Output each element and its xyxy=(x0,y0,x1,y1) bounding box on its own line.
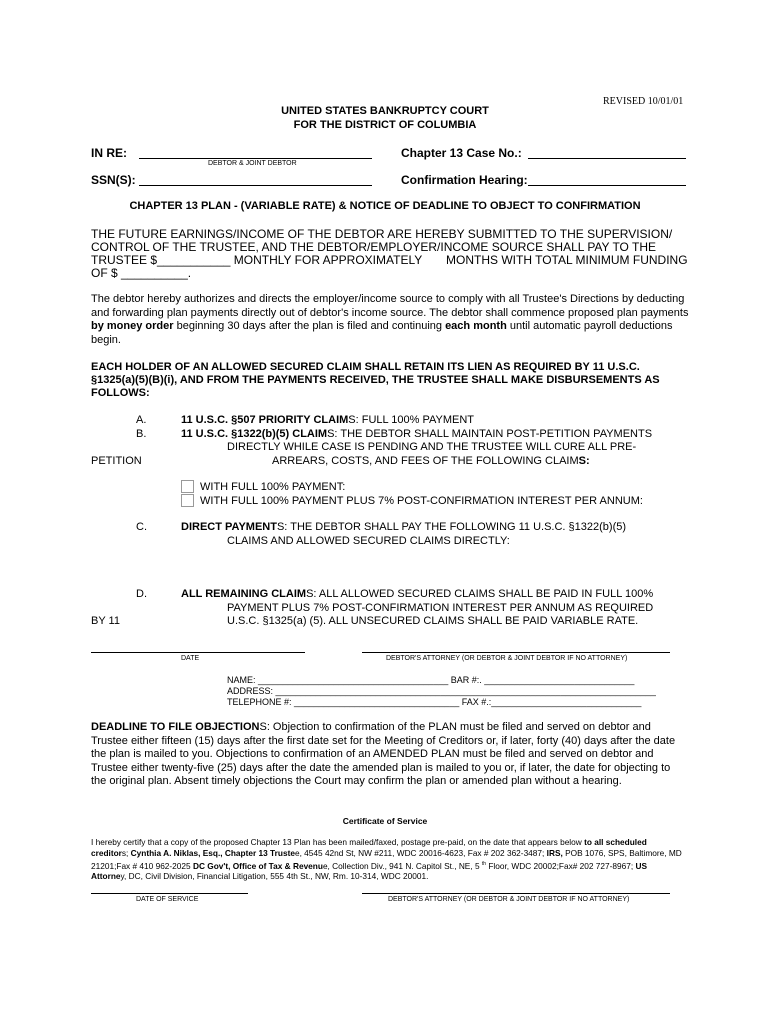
certificate-paragraph: I hereby certify that a copy of the proposed Chapter 13 Plan has been mailed/faxed, postage pre-paid, on the date that appears below to all scheduled creditors; Cynthia A. Niklas, Esq., Chapter 13 Trustee, 4545 42nd St, NW #211, WDC 20016-4623, Fax # 202 362-3487; IRS, POB 1076, SPS, Baltimore, MD 21201;Fax # 410 962-2025 DC Gov't, Office of Tax & Revenue, Collection Div., 941 N. Capitol St., NE, 5 $^{th}$ Floor, WDC 20002;Fax# 202 727-8967; US Attorney, DC, Civil Division, Financial Litigation, 555 4th St., NW, Rm. 10-314, WDC 20001. xyxy=(91,837,682,882)
telephone-fax-line[interactable]: TELEPHONE #: _________________________________ FAX #.:______________________________ xyxy=(227,697,642,707)
name-bar-line[interactable]: NAME: ______________________________________ BAR #:. ______________________________ xyxy=(227,675,635,685)
service-attorney-caption: DEBTOR'S ATTORNEY (OR DEBTOR & JOINT DEBTOR IF NO ATTORNEY) xyxy=(388,896,630,903)
debtor-caption: DEBTOR & JOINT DEBTOR xyxy=(208,160,297,167)
item-a-letter: A. xyxy=(136,414,147,426)
authorization-paragraph: The debtor hereby authorizes and directs the employer/income source to comply with all Trustee's Directions by deducting and forwarding plan payments directly out of debtor's income source. The debtor shall commence proposed plan payments by money order beginning 30 days after the plan is filed and continuing each month until automatic payroll deductions begin. xyxy=(91,293,689,346)
item-d-line-2: PAYMENT PLUS 7% POST-CONFIRMATION INTEREST PER ANNUM AS REQUIRED xyxy=(227,602,654,614)
option-full-payment-checkbox[interactable] xyxy=(181,480,194,493)
plan-title: CHAPTER 13 PLAN - (VARIABLE RATE) & NOTICE OF DEADLINE TO OBJECT TO CONFIRMATION xyxy=(129,200,641,212)
item-d-line-3: U.S.C. §1325(a) (5). ALL UNSECURED CLAIMS SHALL BE PAID VARIABLE RATE. xyxy=(227,615,639,627)
service-attorney-line[interactable] xyxy=(362,893,670,894)
revised-date: REVISED 10/01/01 xyxy=(603,96,684,107)
item-a-text: 11 U.S.C. §507 PRIORITY CLAIMS: FULL 100% PAYMENT xyxy=(181,414,475,426)
option-full-payment-label: WITH FULL 100% PAYMENT: xyxy=(200,481,346,493)
case-no-line[interactable] xyxy=(528,158,686,159)
earnings-line-2: CONTROL OF THE TRUSTEE, AND THE DEBTOR/EMPLOYER/INCOME SOURCE SHALL PAY TO THE xyxy=(91,240,657,254)
in-re-label: IN RE: xyxy=(91,146,127,160)
earnings-line-1: THE FUTURE EARNINGS/INCOME OF THE DEBTOR ARE HEREBY SUBMITTED TO THE SUPERVISION/ xyxy=(91,227,673,241)
confirmation-label: Confirmation Hearing: xyxy=(401,173,528,187)
ssn-line[interactable] xyxy=(139,185,372,186)
earnings-line-4: OF $ __________. xyxy=(91,266,192,280)
ssn-label: SSN(S): xyxy=(91,173,136,187)
deadline-paragraph: DEADLINE TO FILE OBJECTIONS: Objection to confirmation of the PLAN must be filed and served on debtor and Trustee either fifteen (15) days after the first date set for the Meeting of Creditors or, if later, forty (40) days after the date the plan is mailed to you. Objections to confirmation of an AMENDED PLAN must be filed and served on debtor and Trustee either twenty-five (25) days after the date the amended plan is mailed to you or, if later, the date for objecting to the original plan. Absent timely objections the Court may confirm the plan or amended plan without a hearing. xyxy=(91,721,676,788)
item-d-by: BY 11 xyxy=(91,615,120,627)
option-interest-payment-label: WITH FULL 100% PAYMENT PLUS 7% POST-CONFIRMATION INTEREST PER ANNUM: xyxy=(200,495,643,507)
certificate-title: Certificate of Service xyxy=(342,816,428,826)
court-name: UNITED STATES BANKRUPTCY COURT xyxy=(281,105,489,117)
confirmation-line[interactable] xyxy=(528,185,686,186)
earnings-line-3b: MONTHS WITH TOTAL MINIMUM FUNDING xyxy=(446,253,688,267)
service-date-line[interactable] xyxy=(91,893,248,894)
item-b-text: 11 U.S.C. §1322(b)(5) CLAIMS: THE DEBTOR SHALL MAINTAIN POST-PETITION PAYMENTS xyxy=(181,428,653,440)
item-b-line-3: ARREARS, COSTS, AND FEES OF THE FOLLOWING CLAIMS: xyxy=(272,455,590,467)
earnings-line-3a: TRUSTEE $___________ MONTHLY FOR APPROXIMATELY xyxy=(91,253,423,267)
service-date-caption: DATE OF SERVICE xyxy=(136,896,199,903)
address-line[interactable]: ADDRESS: ____________________________________________________________________________ xyxy=(227,686,656,696)
secured-heading-1: EACH HOLDER OF AN ALLOWED SECURED CLAIM SHALL RETAIN ITS LIEN AS REQUIRED BY 11 U.S.C. xyxy=(91,361,640,373)
court-district: FOR THE DISTRICT OF COLUMBIA xyxy=(293,119,477,131)
item-c-text: DIRECT PAYMENTS: THE DEBTOR SHALL PAY THE FOLLOWING 11 U.S.C. §1322(b)(5) xyxy=(181,521,627,533)
attorney-caption: DEBTOR'S ATTORNEY (OR DEBTOR & JOINT DEBTOR IF NO ATTORNEY) xyxy=(386,655,628,662)
item-b-letter: B. xyxy=(136,428,147,440)
secured-heading-3: FOLLOWS: xyxy=(91,387,150,399)
item-c-line-2: CLAIMS AND ALLOWED SECURED CLAIMS DIRECTLY: xyxy=(227,535,510,547)
item-c-letter: C. xyxy=(136,521,147,533)
item-b-petition: PETITION xyxy=(91,455,142,467)
attorney-signature-line[interactable] xyxy=(362,652,670,653)
secured-heading-2: §1325(a)(5)(B)(i), AND FROM THE PAYMENTS RECEIVED, THE TRUSTEE SHALL MAKE DISBURSEMENTS AS xyxy=(91,374,660,386)
item-b-line-2: DIRECTLY WHILE CASE IS PENDING AND THE TRUSTEE WILL CURE ALL PRE- xyxy=(227,441,637,453)
date-signature-line[interactable] xyxy=(91,652,305,653)
option-interest-payment-checkbox[interactable] xyxy=(181,494,194,507)
date-caption: DATE xyxy=(181,655,200,662)
debtor-name-line[interactable] xyxy=(139,158,372,159)
case-no-label: Chapter 13 Case No.: xyxy=(401,146,522,160)
item-d-text: ALL REMAINING CLAIMS: ALL ALLOWED SECURED CLAIMS SHALL BE PAID IN FULL 100% xyxy=(181,588,654,600)
item-d-letter: D. xyxy=(136,588,147,600)
